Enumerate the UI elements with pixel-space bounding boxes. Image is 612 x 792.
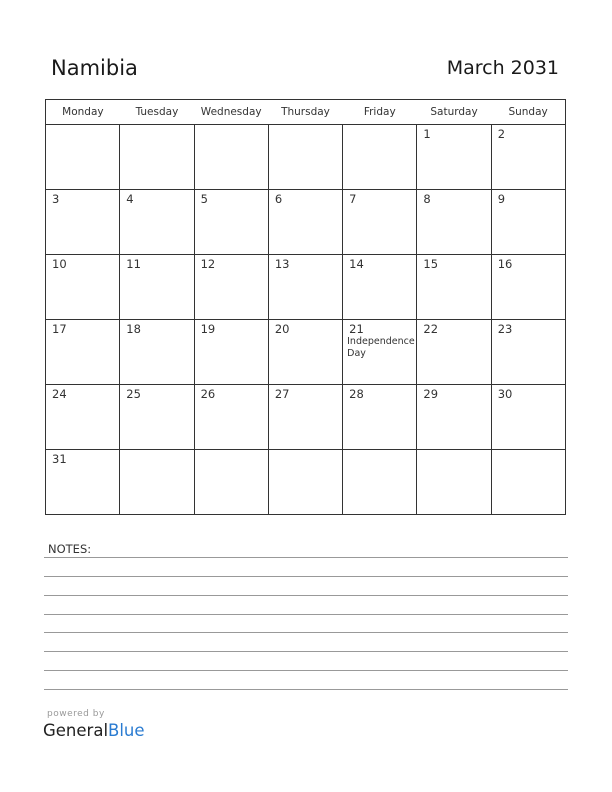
notes-line [44,557,568,558]
calendar-day-cell [268,255,342,320]
notes-line [44,576,568,577]
calendar-day-cell [417,190,491,255]
notes-line [44,689,568,690]
day-number: 22 [423,322,439,336]
notes-line [44,595,568,596]
calendar-day-cell [120,190,194,255]
weekday-header: Monday [46,100,120,125]
calendar-day-cell [194,320,268,385]
logo-blue: Blue [108,721,145,740]
calendar-day-cell [343,255,417,320]
day-number: 27 [274,387,290,401]
calendar-week-row [46,385,566,450]
calendar-day-cell [491,125,565,190]
weekday-header: Saturday [417,100,491,125]
calendar-day-cell [417,125,491,190]
day-number: 7 [349,192,357,206]
day-number: 13 [274,257,290,271]
day-number: 5 [200,192,208,206]
weekday-header: Tuesday [120,100,194,125]
calendar-day-cell [194,125,268,190]
day-number [46,125,119,127]
calendar-day-cell [491,385,565,450]
calendar-day-cell [343,190,417,255]
day-number: 4 [126,192,134,206]
day-number [195,450,268,452]
weekday-header: Friday [343,100,417,125]
calendar-day-cell [194,450,268,515]
weekday-header: Wednesday [194,100,268,125]
day-number: 31 [52,452,67,466]
weekday-header: Sunday [491,100,565,125]
notes-line [44,670,568,671]
calendar-day-cell [46,320,120,385]
day-number [269,450,342,452]
month-title: March 2031 [446,57,559,79]
calendar-day-cell [268,450,342,515]
day-number [343,125,416,127]
notes-line [44,614,568,615]
calendar-day-cell [417,385,491,450]
weekday-header: Thursday [268,100,342,125]
country-title: Namibia [51,56,138,80]
calendar-day-cell [46,190,120,255]
day-number: 12 [200,257,216,271]
calendar-week-row [46,255,566,320]
day-number: 30 [497,387,513,401]
calendar-week-row [46,450,566,515]
calendar-day-cell [417,255,491,320]
day-number: 9 [497,192,506,206]
day-number: 23 [497,322,513,336]
day-number: 15 [423,257,439,271]
calendar-week-row [46,320,566,385]
calendar-day-cell [46,125,120,190]
day-number [343,450,416,452]
calendar-day-cell [120,385,194,450]
day-number [269,125,342,127]
calendar-day-cell [268,385,342,450]
weekday-header-row [46,100,566,125]
day-number: 8 [423,192,431,206]
calendar-day-cell [417,450,491,515]
day-number [120,450,193,452]
day-number: 10 [52,257,67,271]
day-number: 28 [349,387,364,401]
day-number: 19 [200,322,216,336]
calendar-day-cell [491,190,565,255]
calendar-day-cell [120,125,194,190]
logo-general: General [43,721,109,740]
calendar-day-cell [120,450,194,515]
day-number: 14 [349,257,364,271]
day-number: 2 [497,127,506,141]
calendar-day-cell [491,255,565,320]
calendar-day-cell [120,255,194,320]
day-number: 16 [497,257,513,271]
generalblue-logo [43,721,145,740]
day-number: 11 [126,257,141,271]
calendar-week-row [46,190,566,255]
calendar-day-cell [343,125,417,190]
day-number: 24 [52,387,67,401]
holiday-label: Independence Day [347,336,415,359]
calendar-day-cell [343,320,417,385]
calendar-day-cell [343,385,417,450]
calendar-day-cell [268,190,342,255]
calendar-week-row [46,125,566,190]
calendar-day-cell [46,255,120,320]
notes-line [44,632,568,633]
calendar-day-cell [268,125,342,190]
calendar-day-cell [194,385,268,450]
day-number [492,450,565,452]
day-number: 29 [423,387,439,401]
day-number: 1 [423,127,431,141]
day-number: 25 [126,387,141,401]
calendar-day-cell [194,190,268,255]
notes-label: NOTES: [48,542,92,556]
day-number: 18 [126,322,141,336]
calendar-day-cell [491,320,565,385]
day-number: 6 [274,192,283,206]
calendar-day-cell [343,450,417,515]
calendar-grid [45,99,566,515]
calendar-day-cell [268,320,342,385]
day-number [417,450,490,452]
day-number: 20 [274,322,290,336]
powered-by-text: powered by [47,709,105,719]
calendar-day-cell [120,320,194,385]
calendar-day-cell [46,450,120,515]
calendar-day-cell [417,320,491,385]
calendar-day-cell [491,450,565,515]
day-number: 21 [349,322,364,336]
calendar-day-cell [46,385,120,450]
day-number [195,125,268,127]
day-number: 26 [200,387,216,401]
day-number [120,125,193,127]
calendar-day-cell [194,255,268,320]
day-number: 17 [52,322,67,336]
notes-line [44,651,568,652]
day-number: 3 [52,192,60,206]
